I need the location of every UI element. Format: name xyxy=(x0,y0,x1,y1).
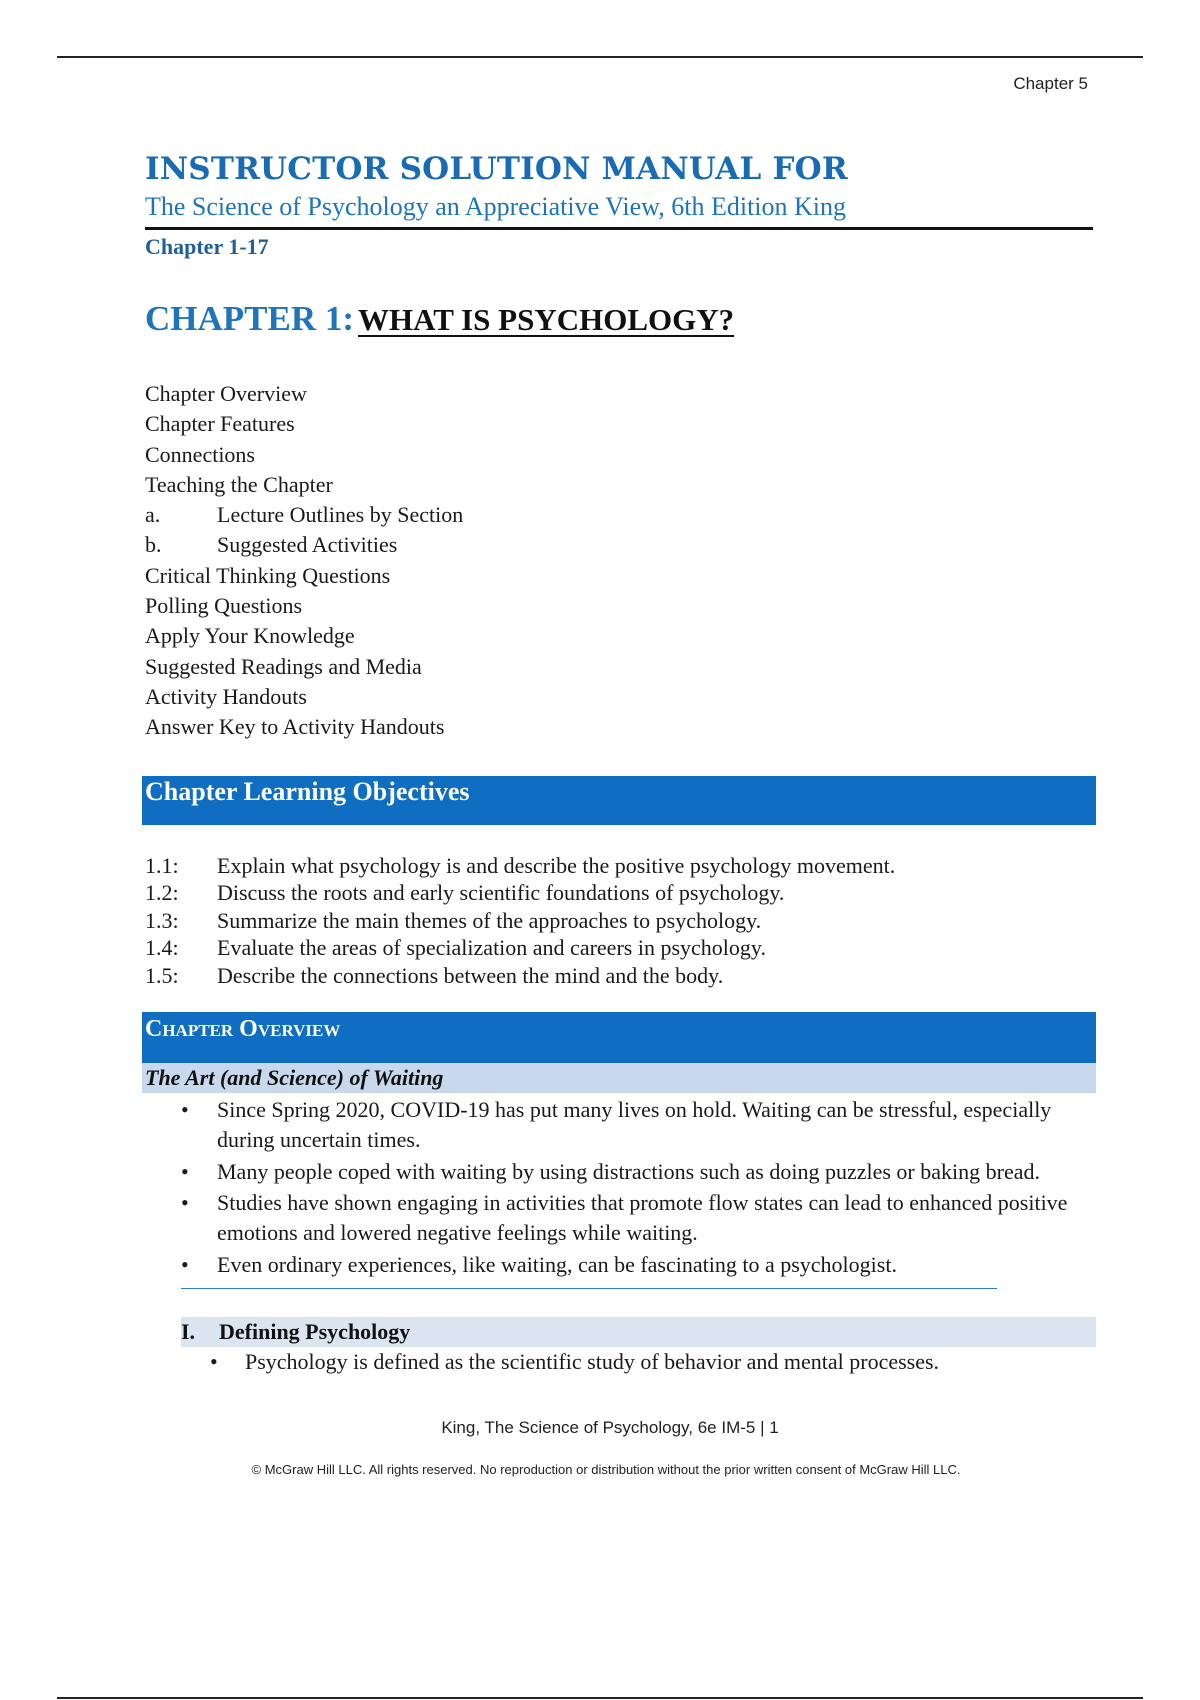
objective-number: 1.4: xyxy=(145,935,179,961)
toc-item: Chapter Features xyxy=(145,411,295,437)
objective-text: Describe the connections between the mind and the body. xyxy=(217,962,724,988)
manual-subtitle: The Science of Psychology an Appreciative View, 6th Edition King xyxy=(145,192,847,221)
objective-number: 1.3: xyxy=(145,907,179,933)
bullet-icon: • xyxy=(181,1158,189,1184)
chapter-title: WHAT IS PSYCHOLOGY? xyxy=(358,302,735,337)
page-content xyxy=(145,150,1093,1377)
toc-subitem xyxy=(145,500,1093,530)
section-divider xyxy=(181,1288,997,1289)
toc-subitem-text: Lecture Outlines by Section xyxy=(217,502,464,528)
list-item-text: Many people coped with waiting by using distractions such as doing puzzles or baking bread. xyxy=(217,1158,1040,1184)
section-heading xyxy=(181,1317,1096,1347)
manual-title: INSTRUCTOR SOLUTION MANUAL FOR xyxy=(145,151,848,187)
toc-subitem-text: Suggested Activities xyxy=(217,532,398,558)
toc-subitem xyxy=(145,530,1093,560)
toc-subitem-letter: a. xyxy=(145,502,161,528)
chapter-overview-heading: Chapter Overview xyxy=(142,1012,1096,1063)
chapter-heading xyxy=(145,296,1093,349)
toc-item: Polling Questions xyxy=(145,593,303,619)
bottom-rule xyxy=(57,1697,1143,1699)
title-rule xyxy=(145,227,1093,230)
toc-item: Activity Handouts xyxy=(145,683,307,709)
top-rule xyxy=(57,56,1143,58)
learning-objectives-list xyxy=(145,852,1093,990)
bullet-icon: • xyxy=(210,1348,218,1374)
objective-number: 1.5: xyxy=(145,962,179,988)
bullet-icon: • xyxy=(181,1189,189,1215)
objective-item xyxy=(145,907,1093,935)
toc-item: Suggested Readings and Media xyxy=(145,653,422,679)
objective-number: 1.2: xyxy=(145,880,179,906)
list-item-text: Psychology is defined as the scientific study of behavior and mental processes. xyxy=(245,1348,940,1374)
copyright-notice: © McGraw Hill LLC. All rights reserved. No reproduction or distribution without the prior written consent of McGraw Hill LLC. xyxy=(251,1462,961,1477)
objective-number: 1.1: xyxy=(145,852,179,878)
section-bullets xyxy=(145,1347,1093,1377)
toc-subitem-letter: b. xyxy=(145,532,162,558)
objective-text: Explain what psychology is and describe the positive psychology movement. xyxy=(217,852,896,878)
learning-objectives-heading: Chapter Learning Objectives xyxy=(142,776,1096,825)
objective-text: Evaluate the areas of specialization and careers in psychology. xyxy=(217,935,766,961)
chapter-range: Chapter 1-17 xyxy=(145,234,269,259)
toc-item: Answer Key to Activity Handouts xyxy=(145,714,445,740)
section-numeral: I. xyxy=(181,1318,196,1344)
toc-item: Connections xyxy=(145,441,255,467)
list-item xyxy=(145,1157,1087,1187)
list-item-text: Since Spring 2020, COVID-19 has put many lives on hold. Waiting can be stressful, especially during uncertain times. xyxy=(217,1097,1052,1153)
objective-text: Discuss the roots and early scientific foundations of psychology. xyxy=(217,880,785,906)
section-title: Defining Psychology xyxy=(219,1318,411,1344)
list-item xyxy=(145,1188,1087,1249)
running-head: Chapter 5 xyxy=(1013,74,1088,93)
page-footer: King, The Science of Psychology, 6e IM-5 | 1 xyxy=(441,1418,779,1437)
objective-item xyxy=(145,852,1093,880)
toc-item: Chapter Overview xyxy=(145,381,307,406)
list-item xyxy=(145,1095,1087,1156)
bullet-icon: • xyxy=(181,1251,189,1277)
opening-story-title: The Art (and Science) of Waiting xyxy=(142,1063,1096,1093)
chapter-number: CHAPTER 1: xyxy=(145,299,355,338)
objective-item xyxy=(145,879,1093,907)
overview-bullets xyxy=(145,1095,1093,1280)
list-item xyxy=(145,1347,1093,1377)
objective-text: Summarize the main themes of the approaches to psychology. xyxy=(217,907,762,933)
list-item-text: Studies have shown engaging in activities that promote flow states can lead to enhanced positive emotions and lowered negative feelings while waiting. xyxy=(217,1189,1068,1246)
list-item-text: Even ordinary experiences, like waiting, can be fascinating to a psychologist. xyxy=(217,1251,897,1277)
toc-item: Critical Thinking Questions xyxy=(145,562,391,588)
objective-item xyxy=(145,934,1093,962)
toc-item: Teaching the Chapter xyxy=(145,471,333,497)
list-item xyxy=(145,1250,1087,1280)
bullet-icon: • xyxy=(181,1097,189,1123)
table-of-contents xyxy=(145,379,1093,743)
objective-item xyxy=(145,962,1093,990)
toc-item: Apply Your Knowledge xyxy=(145,623,355,649)
